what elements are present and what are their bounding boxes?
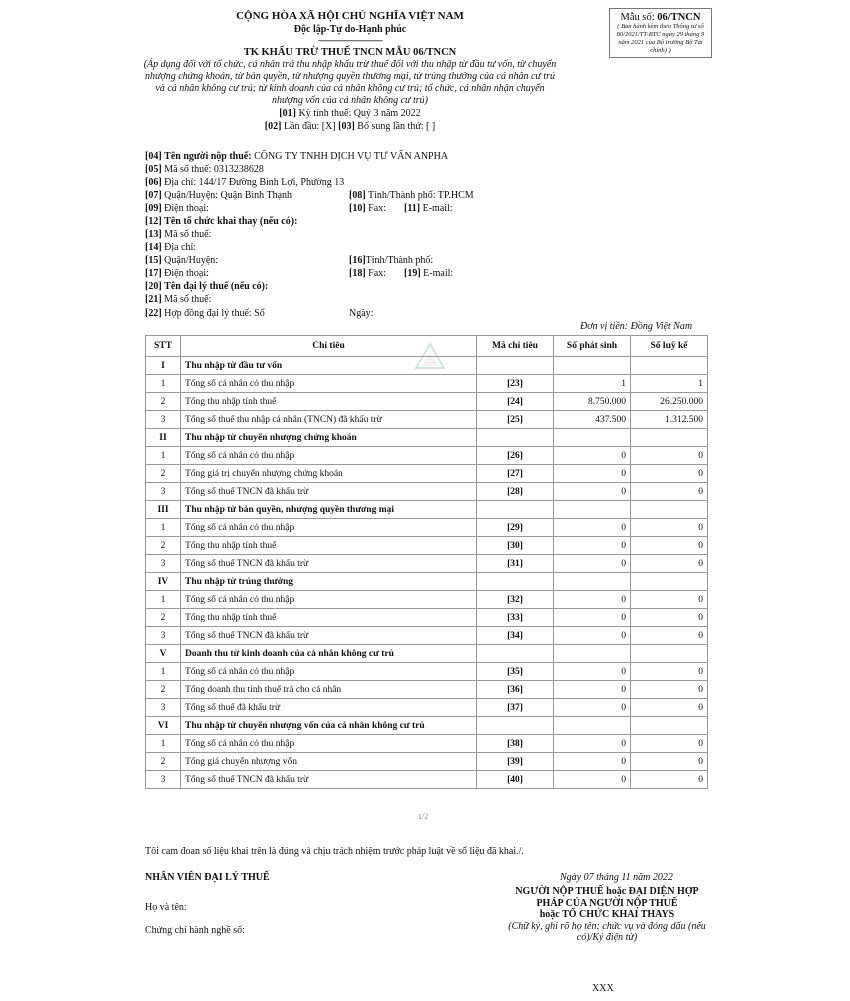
payer-title-line3: hoặc TỔ CHỨC KHAI THAYS [539, 909, 675, 920]
row-stt: 3 [146, 771, 181, 789]
row-label: Tổng thu nhập tính thuế [181, 537, 477, 555]
row-code: [32] [477, 591, 554, 609]
header-separator: -------------------------------- [318, 35, 382, 45]
row-arise: 0 [554, 591, 631, 609]
row-code [477, 501, 554, 519]
table-row [146, 591, 708, 609]
payer-sign-note: (Chữ ký, ghi rõ họ tên; chức vụ và đóng dấu (nếu có)/Ký điện tử) [508, 920, 706, 943]
row-arise: 8.750.000 [554, 393, 631, 411]
row-label: Tổng giá chuyển nhượng vốn [181, 753, 477, 771]
supp-code: [03] [338, 121, 355, 132]
row-stt: 1 [146, 735, 181, 753]
field-20 [145, 280, 268, 293]
period-code: [01] [279, 108, 296, 119]
tax-period [140, 107, 560, 120]
column-header-arise: Số phát sinh [554, 336, 631, 357]
filing-type [140, 120, 560, 133]
field-code: [06] [145, 177, 162, 188]
field-code: [17] [145, 268, 162, 279]
row-accum: 1 [631, 375, 708, 393]
proxy-email: E-mail: [423, 268, 454, 279]
row-stt: 3 [146, 555, 181, 573]
field-code: [15] [145, 255, 162, 266]
row-accum [631, 645, 708, 663]
row-accum: 0 [631, 627, 708, 645]
row-arise: 0 [554, 447, 631, 465]
field-code: [19] [404, 268, 421, 279]
row-label: Tổng số thuế TNCN đã khấu trừ [181, 627, 477, 645]
table-section-row [146, 357, 708, 375]
row-code: [24] [477, 393, 554, 411]
motto: Độc lập-Tự do-Hạnh phúc [293, 24, 407, 35]
field-code: [14] [145, 242, 162, 253]
row-accum [631, 429, 708, 447]
supp-text: Bổ sung lần thứ: [ ] [357, 121, 436, 132]
row-stt: 2 [146, 681, 181, 699]
agent-tax-id: Mã số thuế: [164, 294, 212, 305]
table-row [146, 627, 708, 645]
row-label: Tổng số cá nhân có thu nhập [181, 663, 477, 681]
row-arise [554, 357, 631, 375]
row-label: Tổng số thuế TNCN đã khấu trừ [181, 771, 477, 789]
row-stt: 1 [146, 663, 181, 681]
table-row [146, 447, 708, 465]
row-accum: 1.312.500 [631, 411, 708, 429]
row-code: [40] [477, 771, 554, 789]
field-19 [404, 267, 453, 280]
row-label: Thu nhập từ chuyển nhượng chứng khoán [181, 429, 477, 447]
row-arise [554, 429, 631, 447]
row-accum: 0 [631, 699, 708, 717]
row-label: Tổng số cá nhân có thu nhập [181, 591, 477, 609]
proxy-address: Địa chỉ: [164, 242, 197, 253]
row-arise: 0 [554, 699, 631, 717]
table-row [146, 699, 708, 717]
form-number-label: Mẫu số: [620, 12, 655, 23]
row-code: [23] [477, 375, 554, 393]
currency-unit: Đơn vị tiền: Đồng Việt Nam [580, 321, 693, 332]
field-code: [11] [404, 203, 421, 214]
row-stt: 2 [146, 465, 181, 483]
column-header-item: Chỉ tiêu [181, 336, 477, 357]
row-code [477, 645, 554, 663]
payer-signature-block [497, 886, 717, 944]
row-code: [34] [477, 627, 554, 645]
form-number-box [609, 8, 712, 58]
row-code: [26] [477, 447, 554, 465]
row-arise: 0 [554, 465, 631, 483]
row-code: [37] [477, 699, 554, 717]
proxy-phone: Điện thoại: [164, 268, 209, 279]
field-12 [145, 215, 297, 228]
row-accum [631, 501, 708, 519]
payer-title-line2: PHÁP CỦA NGƯỜI NỘP THUẾ [536, 897, 678, 909]
payer-title-line1: NGƯỜI NỘP THUẾ hoặc ĐẠI DIỆN HỢP [515, 886, 699, 897]
row-arise [554, 573, 631, 591]
period-text: Kỳ tính thuế: Quý 3 năm 2022 [298, 108, 421, 119]
field-code: [13] [145, 229, 162, 240]
agent-label: Tên đại lý thuế (nếu có): [164, 281, 269, 292]
column-header-code: Mã chỉ tiêu [477, 336, 554, 357]
first-text: Lần đầu: [X] [283, 121, 336, 132]
row-stt: VI [146, 717, 181, 735]
table-row [146, 465, 708, 483]
row-label: Tổng thu nhập tính thuế [181, 393, 477, 411]
row-code: [25] [477, 411, 554, 429]
row-arise: 0 [554, 771, 631, 789]
email: E-mail: [422, 203, 453, 214]
row-stt: 3 [146, 699, 181, 717]
row-arise: 0 [554, 753, 631, 771]
row-accum [631, 357, 708, 375]
row-arise: 0 [554, 519, 631, 537]
field-11 [404, 202, 453, 215]
row-stt: III [146, 501, 181, 519]
table-row [146, 753, 708, 771]
row-label: Doanh thu từ kinh doanh của cá nhân không cư trú [181, 645, 477, 663]
row-code: [36] [477, 681, 554, 699]
row-code: [28] [477, 483, 554, 501]
row-accum: 0 [631, 483, 708, 501]
row-code: [33] [477, 609, 554, 627]
row-label: Tổng giá trị chuyển nhượng chứng khoán [181, 465, 477, 483]
table-section-row [146, 717, 708, 735]
row-stt: 1 [146, 447, 181, 465]
proxy-org-label: Tên tổ chức khai thay (nếu có): [164, 216, 298, 227]
row-label: Tổng số thuế thu nhập cá nhân (TNCN) đã khấu trừ [181, 411, 477, 429]
row-accum [631, 573, 708, 591]
field-22 [145, 307, 265, 320]
row-accum [631, 717, 708, 735]
table-header-row [146, 336, 708, 357]
row-accum: 26.250.000 [631, 393, 708, 411]
row-stt: 2 [146, 393, 181, 411]
row-label: Thu nhập từ trúng thưởng [181, 573, 477, 591]
field-09 [145, 202, 209, 215]
agent-cert-label: Chứng chỉ hành nghề số: [145, 925, 245, 936]
apply-note: (Áp dụng đối với tổ chức, cá nhân trả thu nhập khấu trừ thuế đối với thu nhập từ đầu tư vốn, từ chuyển nhượng chứng khoán, từ bản quyền, từ nhượng quyền thương mại, từ trúng thưởng của cá nhân cư trú và cá nhân không cư trú; từ kinh doanh của cá nhân không cư trú; tổ chức, cá nhân nhận chuyển nhượng vốn của cá nhân không cư trú) [143, 59, 557, 106]
page-number: 1/2 [418, 812, 429, 821]
row-stt: V [146, 645, 181, 663]
row-accum: 0 [631, 447, 708, 465]
field-17 [145, 267, 209, 280]
field-code: [22] [145, 308, 162, 319]
row-stt: 1 [146, 591, 181, 609]
table-row [146, 483, 708, 501]
field-label: Tên người nộp thuế: [164, 151, 252, 162]
row-label: Thu nhập từ đầu tư vốn [181, 357, 477, 375]
table-row [146, 555, 708, 573]
row-arise: 0 [554, 681, 631, 699]
proxy-fax: Fax: [368, 268, 386, 279]
field-08 [349, 189, 474, 202]
row-stt: I [146, 357, 181, 375]
row-accum: 0 [631, 537, 708, 555]
country-name: CỘNG HÒA XÃ HỘI CHỦ NGHĨA VIỆT NAM [236, 10, 464, 22]
row-label: Tổng thu nhập tính thuế [181, 609, 477, 627]
row-code [477, 429, 554, 447]
row-arise [554, 501, 631, 519]
row-code [477, 357, 554, 375]
field-21 [145, 293, 211, 306]
row-label: Tổng số cá nhân có thu nhập [181, 447, 477, 465]
field-04 [145, 150, 448, 163]
row-accum: 0 [631, 609, 708, 627]
row-stt: 3 [146, 627, 181, 645]
field-10 [349, 202, 386, 215]
row-arise: 437.500 [554, 411, 631, 429]
row-label: Thu nhập từ chuyển nhượng vốn của cá nhân không cư trú [181, 717, 477, 735]
field-06 [145, 176, 344, 189]
row-stt: 2 [146, 753, 181, 771]
taxpayer-name: CÔNG TY TNHH DỊCH VỤ TƯ VẤN ANPHA [254, 151, 449, 162]
row-code: [29] [477, 519, 554, 537]
form-title: TK KHẤU TRỪ THUẾ TNCN MẪU 06/TNCN [243, 47, 457, 58]
agent-name-label: Họ và tên: [145, 902, 187, 913]
district: Quận/Huyện: Quận Bình Thạnh [164, 190, 293, 201]
field-14 [145, 241, 196, 254]
fax: Fax: [368, 203, 386, 214]
field-07 [145, 189, 292, 202]
row-label: Tổng số cá nhân có thu nhập [181, 375, 477, 393]
row-accum: 0 [631, 753, 708, 771]
row-code [477, 717, 554, 735]
field-code: [16] [349, 255, 366, 266]
proxy-district: Quận/Huyện: [164, 255, 219, 266]
row-arise [554, 645, 631, 663]
table-row [146, 771, 708, 789]
field-code: [08] [349, 190, 366, 201]
field-code: [21] [145, 294, 162, 305]
signature-name: XXX [592, 983, 614, 994]
row-stt: 3 [146, 411, 181, 429]
row-stt: 1 [146, 375, 181, 393]
agent-contract: Hợp đồng đại lý thuế: Số [164, 308, 265, 319]
declaration-text: Tôi cam đoan số liệu khai trên là đúng và chịu trách nhiệm trước pháp luật về số liệu đã khai./. [145, 846, 524, 857]
field-code: [10] [349, 203, 366, 214]
row-accum: 0 [631, 555, 708, 573]
province: Tỉnh/Thành phố: TP.HCM [368, 190, 474, 201]
tax-table [145, 335, 708, 789]
table-row [146, 375, 708, 393]
form-number [610, 12, 711, 23]
row-stt: 2 [146, 609, 181, 627]
column-header-accum: Số luỹ kế [631, 336, 708, 357]
field-18 [349, 267, 386, 280]
row-label: Tổng số thuế TNCN đã khấu trừ [181, 555, 477, 573]
sign-date: Ngày 07 tháng 11 năm 2022 [560, 872, 673, 883]
row-arise: 0 [554, 627, 631, 645]
row-arise: 0 [554, 663, 631, 681]
row-code: [35] [477, 663, 554, 681]
agent-contract-date: Ngày: [349, 308, 374, 319]
row-label: Tổng doanh thu tính thuế trả cho cá nhân [181, 681, 477, 699]
agent-title: NHÂN VIÊN ĐẠI LÝ THUẾ [145, 872, 270, 883]
table-row [146, 519, 708, 537]
row-stt: 1 [146, 519, 181, 537]
document-header [140, 10, 560, 133]
row-arise: 0 [554, 609, 631, 627]
row-stt: 3 [146, 483, 181, 501]
row-label: Tổng số thuế TNCN đã khấu trừ [181, 483, 477, 501]
table-row [146, 393, 708, 411]
row-code [477, 573, 554, 591]
table-section-row [146, 429, 708, 447]
row-accum: 0 [631, 519, 708, 537]
table-row [146, 411, 708, 429]
row-label: Thu nhập từ bản quyền, nhượng quyền thương mại [181, 501, 477, 519]
proxy-tax-id: Mã số thuế: [164, 229, 212, 240]
field-16 [349, 254, 433, 267]
row-arise: 0 [554, 555, 631, 573]
column-header-stt: STT [146, 336, 181, 357]
row-stt: 2 [146, 537, 181, 555]
field-code: [04] [145, 151, 162, 162]
field-code: [20] [145, 281, 162, 292]
field-code: [12] [145, 216, 162, 227]
field-code: [18] [349, 268, 366, 279]
row-arise: 1 [554, 375, 631, 393]
row-accum: 0 [631, 663, 708, 681]
row-code: [30] [477, 537, 554, 555]
first-code: [02] [264, 121, 282, 132]
address: Địa chỉ: 144/17 Đường Bình Lợi, Phường 13 [164, 177, 345, 188]
table-row [146, 537, 708, 555]
table-section-row [146, 501, 708, 519]
tax-id: Mã số thuế: 0313238628 [164, 164, 264, 175]
field-15 [145, 254, 218, 267]
field-code: [05] [145, 164, 162, 175]
row-code: [39] [477, 753, 554, 771]
row-accum: 0 [631, 771, 708, 789]
table-row [146, 609, 708, 627]
row-code: [38] [477, 735, 554, 753]
row-accum: 0 [631, 735, 708, 753]
field-code: [07] [145, 190, 162, 201]
row-code: [27] [477, 465, 554, 483]
table-section-row [146, 573, 708, 591]
phone: Điện thoại: [164, 203, 209, 214]
row-arise [554, 717, 631, 735]
row-code: [31] [477, 555, 554, 573]
row-accum: 0 [631, 681, 708, 699]
row-accum: 0 [631, 591, 708, 609]
row-accum: 0 [631, 465, 708, 483]
row-arise: 0 [554, 537, 631, 555]
field-05 [145, 163, 264, 176]
table-section-row [146, 645, 708, 663]
field-13 [145, 228, 211, 241]
field-code: [09] [145, 203, 162, 214]
proxy-province: Tỉnh/Thành phố: [365, 255, 434, 266]
row-label: Tổng số cá nhân có thu nhập [181, 735, 477, 753]
row-arise: 0 [554, 735, 631, 753]
row-label: Tổng số thuế đã khấu trừ [181, 699, 477, 717]
row-label: Tổng số cá nhân có thu nhập [181, 519, 477, 537]
row-stt: II [146, 429, 181, 447]
form-number-value: 06/TNCN [657, 12, 701, 23]
form-legal-note: ( Ban hành kèm theo Thông tư số 80/2021/TT-BTC ngày 29 tháng 9 năm 2021 của Bộ trưởng Bộ Tài chính) ) [616, 23, 705, 54]
table-row [146, 663, 708, 681]
row-stt: IV [146, 573, 181, 591]
table-row [146, 735, 708, 753]
row-arise: 0 [554, 483, 631, 501]
table-row [146, 681, 708, 699]
